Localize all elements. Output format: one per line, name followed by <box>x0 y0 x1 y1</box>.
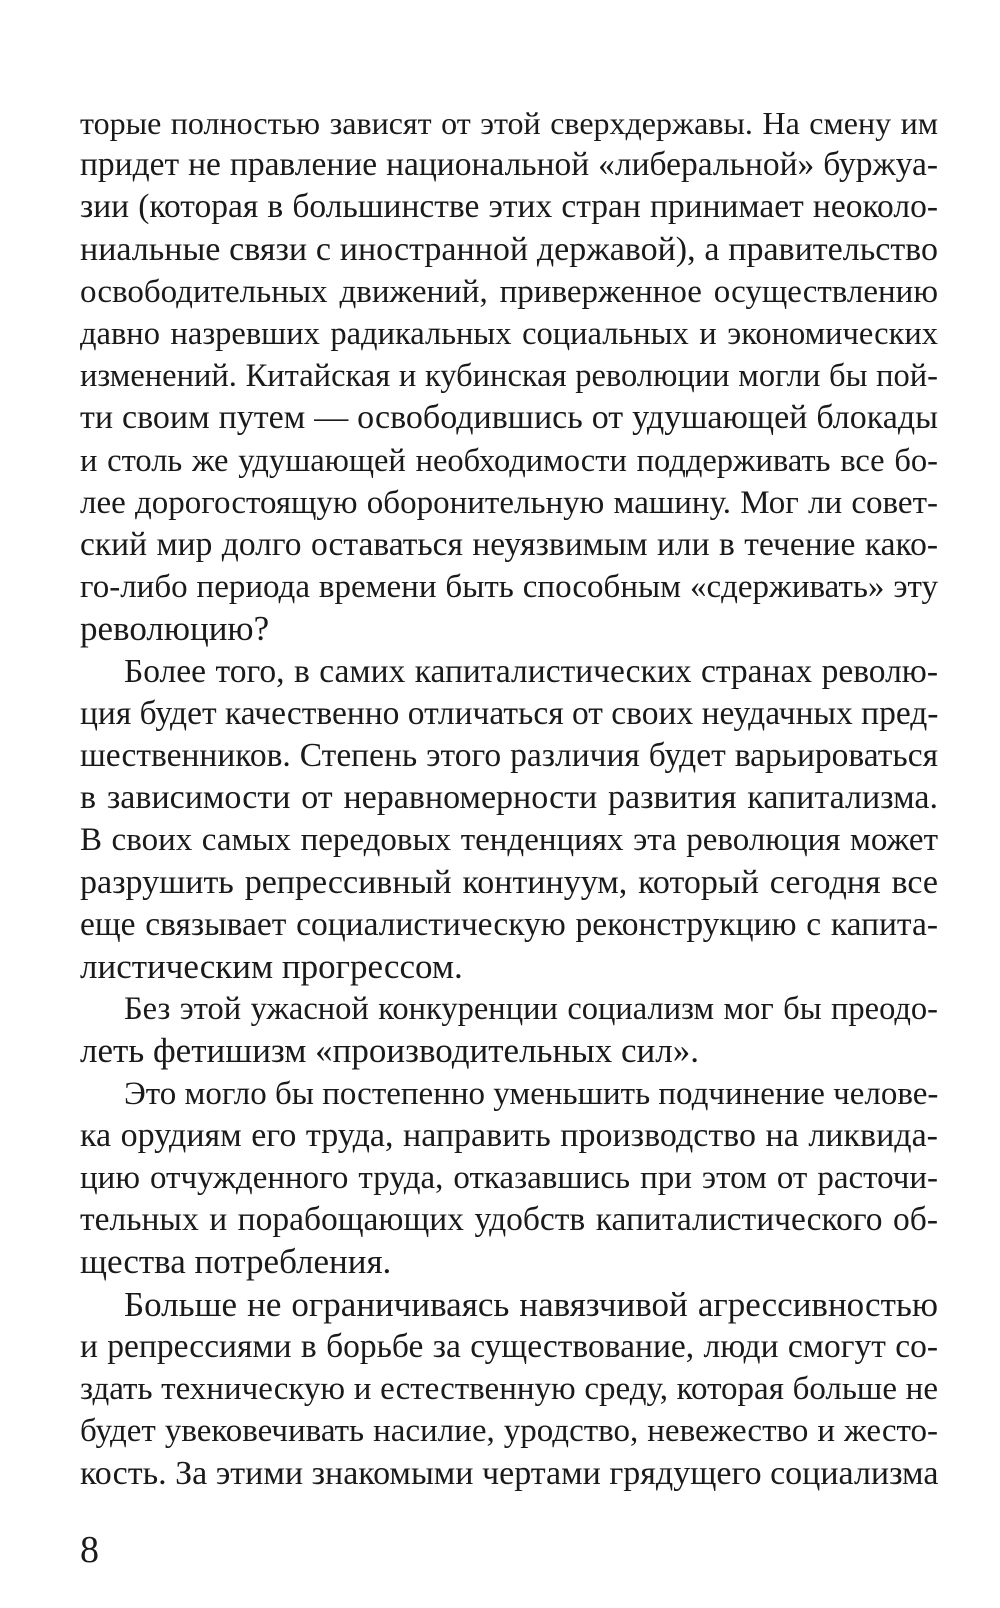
text-line: кость. За этими знакомыми чертами грядущего социализма <box>80 1454 938 1492</box>
text-line: здать техническую и естественную среду, которая больше не <box>80 1371 938 1408</box>
text-line: революцию? <box>80 609 270 649</box>
text-line: придет не правление национальной «либеральной» буржуа- <box>80 146 938 184</box>
text-line: щества потребления. <box>80 1242 392 1282</box>
text-line: ниальные связи с иностранной державой), а правительство <box>80 230 938 268</box>
text-line: в зависимости от неравномерности развития капитализма. <box>80 779 938 817</box>
text-line: еще связывает социалистическую реконструкцию с капита- <box>80 905 938 943</box>
text-line: давно назревших радикальных социальных и экономических <box>80 316 938 353</box>
text-line: В своих самых передовых тенденциях эта революция может <box>80 822 938 859</box>
paragraph <box>80 988 938 1072</box>
text-line: цию отчужденного труда, отказавшись при этом от расточи- <box>80 1160 938 1197</box>
text-line: разрушить репрессивный континуум, который сегодня все <box>80 863 938 901</box>
text-line: го-либо периода времени быть способным «сдерживать» эту <box>80 569 938 606</box>
text-line: изменений. Китайская и кубинская революции могли бы пой- <box>80 358 938 395</box>
text-line: шественников. Степень этого различия будет варьироваться <box>80 737 938 775</box>
text-line: лее дорогостоящую оборонительную машину. Мог ли совет- <box>80 484 938 521</box>
text-line: и репрессиями в борьбе за существование, люди смогут со- <box>80 1327 938 1365</box>
text-line: Без этой ужасной конкуренции социализм мог бы преодо- <box>124 991 938 1028</box>
page-number: 8 <box>80 1529 99 1571</box>
text-line: ский мир долго оставаться неуязвимым или в течение како- <box>80 526 938 564</box>
text-line: листическим прогрессом. <box>80 947 463 987</box>
text-line: и столь же удушающей необходимости поддерживать все бо- <box>80 442 938 479</box>
paragraph <box>80 102 938 651</box>
text-line: ция будет качественно отличаться от своих неудачных пред- <box>80 694 938 732</box>
text-line: ка орудиям его труда, направить производство на ликвида- <box>80 1116 938 1154</box>
page-body <box>80 102 938 1495</box>
paragraph <box>80 1073 938 1284</box>
text-line: леть фетишизм «производительных сил». <box>80 1031 699 1071</box>
text-line: Это могло бы постепенно уменьшить подчинение челове- <box>124 1075 938 1112</box>
text-line: торые полностью зависят от этой сверхдержавы. На смену им <box>80 105 938 141</box>
text-line: будет увековечивать насилие, уродство, невежество и жесто- <box>80 1413 938 1450</box>
text-line: освободительных движений, приверженное осуществлению <box>80 273 938 310</box>
text-line: зии (которая в большинстве этих стран принимает неоколо- <box>80 188 938 226</box>
paragraph <box>80 651 938 989</box>
text-line: тельных и порабощающих удобств капиталистического об- <box>80 1201 938 1239</box>
paragraph <box>80 1284 938 1495</box>
text-line: Больше не ограничиваясь навязчивой агрессивностью <box>124 1284 938 1324</box>
text-line: ти своим путем — освободившись от удушающей блокады <box>80 399 938 437</box>
text-line: Более того, в самих капиталистических странах револю- <box>124 652 938 690</box>
